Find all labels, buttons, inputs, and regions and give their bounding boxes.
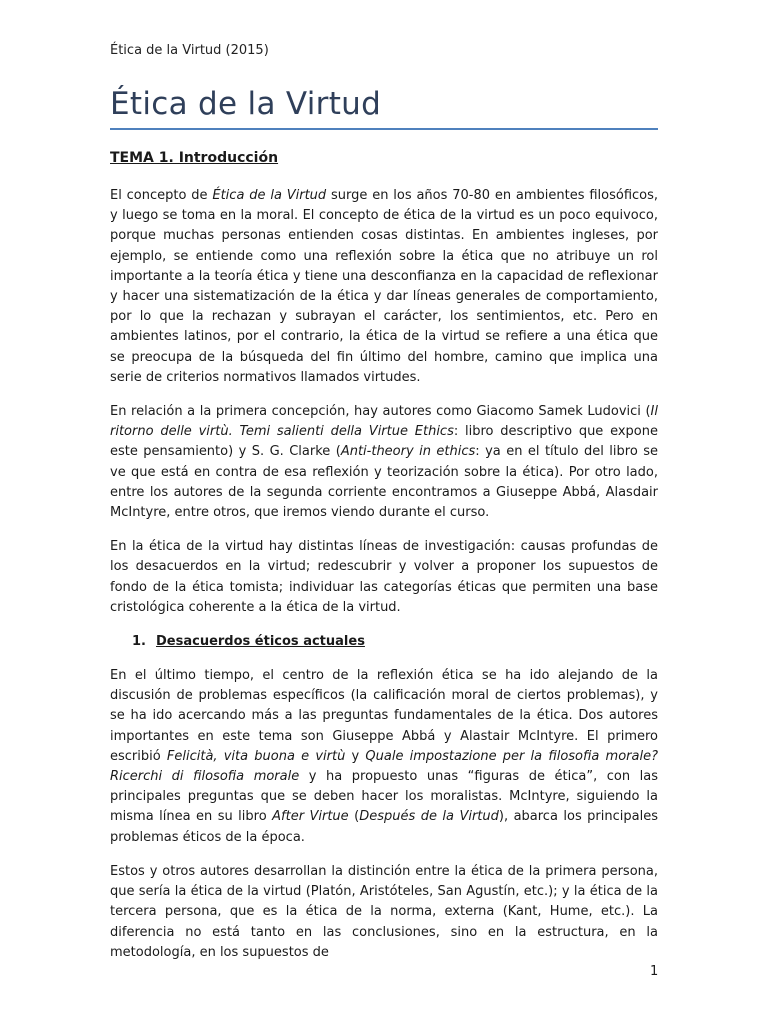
running-header: Ética de la Virtud (2015) (110, 43, 269, 58)
paragraph-1: El concepto de Ética de la Virtud surge en los años 70-80 en ambientes filosóficos, y luego se toma en la moral. El concepto de ética de la virtud es un poco equivoco, porque muchas personas entienden cosas distintas. En ambientes ingleses, por ejemplo, se entiende como una reflexión sobre la ética que no atribuye un rol importante a la teoría ética y tiene una desconfianza en la capacidad de reflexionar y hacer una sistematización de la ética y dar líneas generales de comportamiento, por lo que la rechazan y subrayan el carácter, los sentimientos, etc. Pero en ambientes latinos, por el contrario, la ética de la virtud se refiere a una ética que se preocupa de la búsqueda del fin último del hombre, camino que implica una serie de criterios normativos llamados virtudes. (110, 188, 659, 385)
document-body (110, 148, 658, 977)
paragraph-2: En relación a la primera concepción, hay autores como Giacomo Samek Ludovici (Il ritorno delle virtù. Temi salienti della Virtue Ethics: libro descriptivo que expone este pensamiento) y S. G. Clarke (Anti-theory in ethics: ya en el título del libro se ve que está en contra de esa reflexión y teorización sobre la ética). Por otro lado, entre los autores de la segunda corriente encontramos a Giuseppe Abbá, Alasdair McIntyre, entre otros, que iremos viendo durante el curso. (110, 404, 658, 521)
subsection-heading (110, 632, 658, 652)
paragraph-4: En el último tiempo, el centro de la reflexión ética se ha ido alejando de la discusión de problemas específicos (la calificación moral de ciertos problemas), y se ha ido acercando más a las preguntas fundamentales de la ética. Dos autores importantes en este tema son Giuseppe Abbá y Alastair McIntyre. El primero escribió Felicità, vita buona e virtù y Quale impostazione per la filosofia morale? Ricerchi di filosofia morale y ha propuesto unas “figuras de ética”, con las principales preguntas que se deben hacer los moralistas. McIntyre, siguiendo la misma línea en su libro After Virtue (Después de la Virtud), abarca los principales problemas éticos de la época. (110, 668, 658, 845)
subsection-label: Desacuerdos éticos actuales (156, 634, 365, 650)
paragraph-5: Estos y otros autores desarrollan la distinción entre la ética de la primera persona, que sería la ética de la virtud (Platón, Aristóteles, San Agustín, etc.); y la ética de la tercera persona, que es la ética de la norma, externa (Kant, Hume, etc.). La diferencia no está tanto en las conclusiones, sino en la estructura, en la metodología, en los supuestos de (110, 863, 658, 960)
page-number: 1 (650, 964, 659, 979)
section-heading: TEMA 1. Introducción (110, 150, 279, 166)
paragraph-3: En la ética de la virtud hay distintas líneas de investigación: causas profundas de los desacuerdos en la virtud; redescubrir y volver a proponer los supuestos de fondo de la ética tomista; individuar las categorías éticas que permiten una base cristológica coherente a la ética de la virtud. (110, 539, 658, 615)
subsection-number: 1. (132, 634, 146, 650)
document-title: Ética de la Virtud (110, 86, 658, 130)
